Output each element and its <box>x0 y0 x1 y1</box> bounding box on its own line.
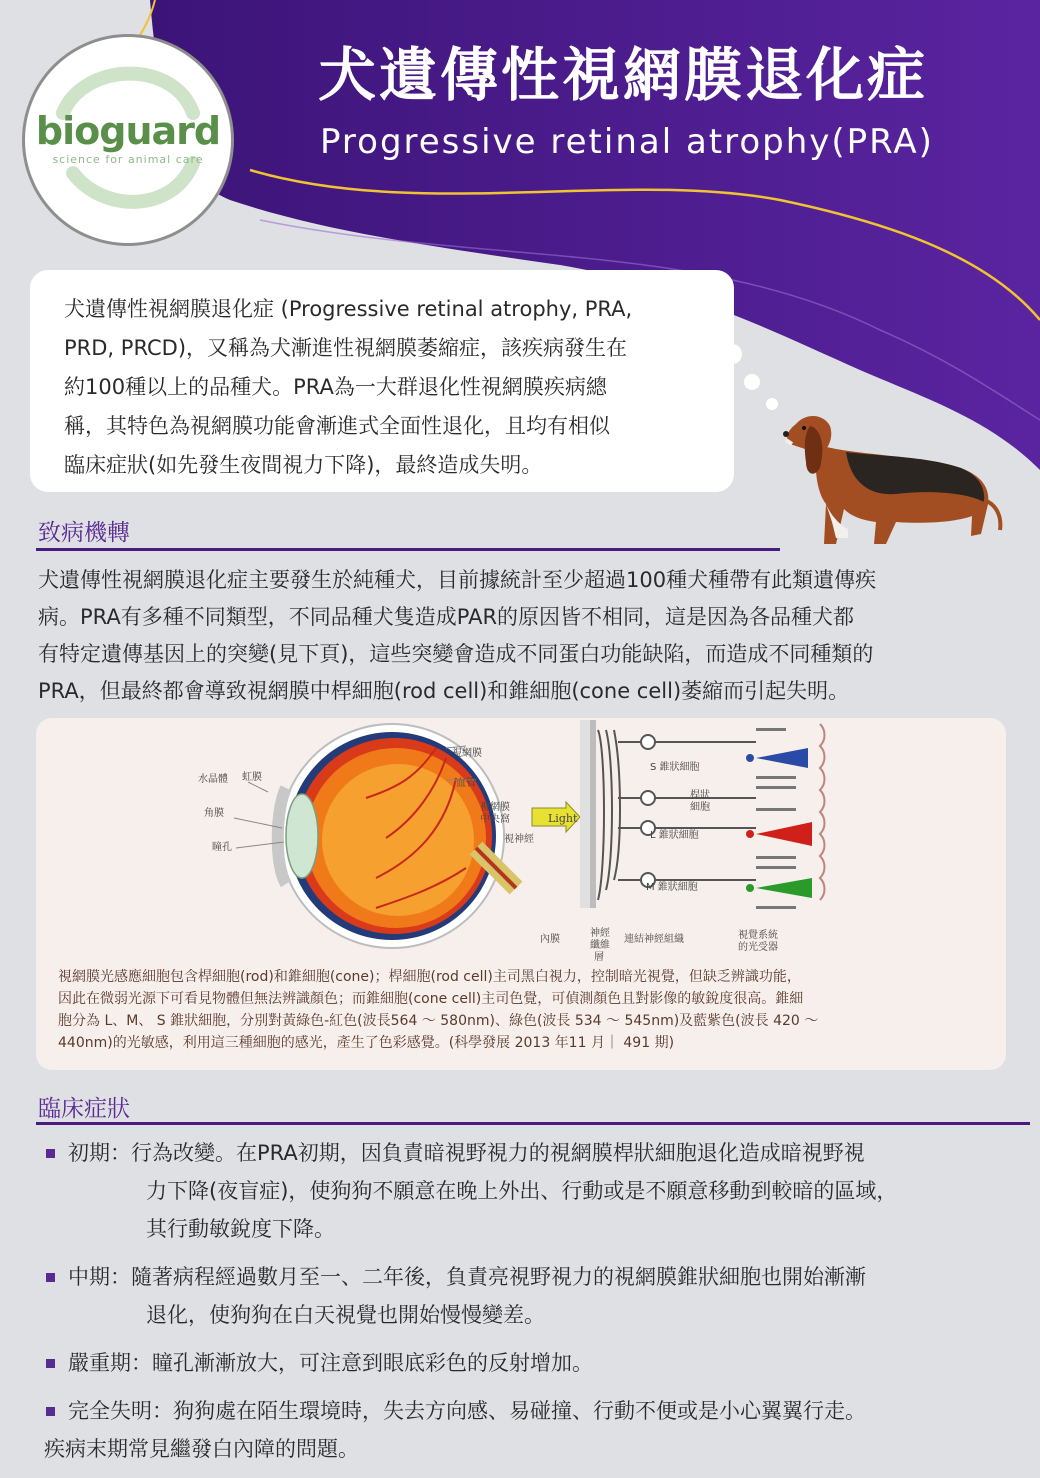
symptom-item-severe <box>44 1344 1019 1382</box>
retina-diagram-panel <box>36 718 1006 1070</box>
basset-hound-illustration <box>776 404 1006 554</box>
label-pupil: 瞳孔 <box>212 842 232 853</box>
section-heading-pathogenesis: 致病機轉 <box>38 520 130 546</box>
pathogenesis-paragraph <box>38 562 1013 710</box>
caption-line: 視網膜光感應細胞包含桿細胞(rod)和錐細胞(cone)；桿細胞(rod cell)主司黑白視力，控制暗光視覺，但缺乏辨識功能， <box>58 969 801 985</box>
symptom-item-early <box>44 1134 1019 1248</box>
label-l-cone: L 錐狀細胞 <box>650 830 699 841</box>
bioguard-logo <box>22 34 234 246</box>
symptom-item-blind <box>44 1392 1019 1468</box>
label-nerve-fiber: 纖維 <box>590 940 610 951</box>
pathogenesis-line: 病。PRA有多種不同類型，不同品種犬隻造成PAR的原因皆不相同，這是因為各品種犬都 <box>38 605 855 629</box>
bullet-icon <box>46 1359 55 1368</box>
page-title: 犬遺傳性視網膜退化症 <box>318 41 929 109</box>
logo-wordmark: bioguard <box>35 109 221 153</box>
label-m-cone: M 錐狀細胞 <box>646 882 698 893</box>
label-cornea: 角膜 <box>204 808 224 819</box>
pathogenesis-line: PRA，但最終都會導致視網膜中桿細胞(rod cell)和錐細胞(cone cell)萎縮而引起失明。 <box>38 679 850 703</box>
symptom-line: 完全失明：狗狗處在陌生環境時，失去方向感、易碰撞、行動不便或是小心翼翼行走。 <box>68 1399 866 1423</box>
label-optic-nerve: 視神經 <box>504 834 534 845</box>
symptom-line: 中期：隨著病程經過數月至一、二年後，負責亮視野視力的視網膜錐狀細胞也開始漸漸 <box>68 1265 866 1289</box>
section-divider <box>36 548 780 551</box>
caption-line: 因此在微弱光源下可看見物體但無法辨識顏色；而錐細胞(cone cell)主司色覺，可偵測顏色且對影像的敏銳度很高。錐細 <box>58 991 804 1007</box>
bubble-dot <box>722 344 742 364</box>
symptom-line: 力下降(夜盲症)，使狗狗不願意在晚上外出、行動或是不願意移動到較暗的區域， <box>146 1179 898 1203</box>
label-light: Light <box>548 812 578 825</box>
bullet-icon <box>46 1407 55 1416</box>
symptom-line: 退化，使狗狗在白天視覺也開始慢慢變差。 <box>146 1303 545 1327</box>
label-fovea: 中央窩 <box>480 814 510 825</box>
symptom-item-middle <box>44 1258 1019 1334</box>
retina-cell-schematic <box>576 720 836 920</box>
symptom-line: 初期：行為改變。在PRA初期，因負責暗視野視力的視網膜桿狀細胞退化造成暗視野視 <box>68 1141 865 1165</box>
symptom-list <box>44 1134 1019 1478</box>
label-retina: 視網膜 <box>452 748 482 759</box>
label-fovea: 視網膜 <box>480 802 510 813</box>
symptom-line: 疾病末期常見繼發白內障的問題。 <box>44 1437 359 1461</box>
bubble-dot <box>744 374 760 390</box>
label-nerve-fiber: 神經 <box>590 928 610 939</box>
label-rod: 細胞 <box>690 802 710 813</box>
label-nerve-fiber: 層 <box>594 952 604 963</box>
intro-line: 犬遺傳性視網膜退化症 (Progressive retinal atrophy, PRA, <box>64 297 633 321</box>
label-photoreceptor: 視覺系統 <box>738 930 778 941</box>
label-s-cone: S 錐狀細胞 <box>650 762 700 773</box>
label-vessel: 血管 <box>456 778 476 789</box>
intro-line: PRD, PRCD)，又稱為犬漸進性視網膜萎縮症，該疾病發生在 <box>64 336 628 360</box>
bullet-icon <box>46 1273 55 1282</box>
pathogenesis-line: 有特定遺傳基因上的突變(見下頁)，這些突變會造成不同蛋白功能缺陷，而造成不同種類的 <box>38 642 874 666</box>
intro-line: 臨床症狀(如先發生夜間視力下降)，最終造成失明。 <box>64 453 543 477</box>
label-inner-membrane: 內膜 <box>540 934 560 945</box>
diagram-caption <box>58 966 988 1054</box>
section-divider <box>36 1122 1030 1125</box>
intro-bubble <box>30 270 734 492</box>
section-heading-symptoms: 臨床症狀 <box>38 1096 130 1122</box>
caption-line: 胞分為 L、M、 S 錐狀細胞，分別對黃綠色-紅色(波長564 ～ 580nm)、綠色(波長 534 ～ 545nm)及藍紫色(波長 420 ～ <box>58 1013 819 1029</box>
intro-line: 稱，其特色為視網膜功能會漸進式全面性退化，且均有相似 <box>64 414 610 438</box>
logo-tagline: science for animal care <box>52 153 204 166</box>
symptom-line: 其行動敏銳度下降。 <box>146 1217 335 1241</box>
label-rod: 桿狀 <box>690 790 710 801</box>
bullet-icon <box>46 1149 55 1158</box>
caption-line: 440nm)的光敏感，利用這三種細胞的感光，產生了色彩感覺。(科學發展 2013 年11 月｜ 491 期) <box>58 1035 675 1051</box>
pathogenesis-line: 犬遺傳性視網膜退化症主要發生於純種犬，目前據統計至少超過100種犬種帶有此類遺傳疾 <box>38 568 877 592</box>
label-photoreceptor: 的光受器 <box>738 942 778 953</box>
page-subtitle: Progressive retinal atrophy(PRA) <box>320 122 934 162</box>
label-connecting-tissue: 連結神經組織 <box>624 934 684 945</box>
intro-line: 約100種以上的品種犬。PRA為一大群退化性視網膜疾病總 <box>64 375 607 399</box>
label-iris: 虹膜 <box>242 772 262 783</box>
symptom-line: 嚴重期：瞳孔漸漸放大，可注意到眼底彩色的反射增加。 <box>68 1351 593 1375</box>
label-lens: 水晶體 <box>198 774 228 785</box>
